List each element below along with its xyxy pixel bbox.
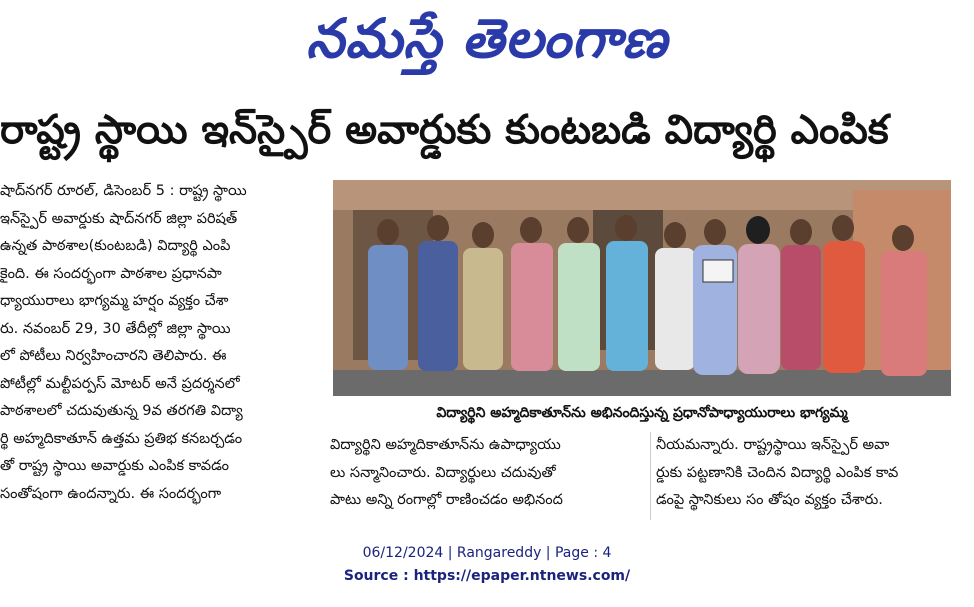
article-column-middle	[330, 432, 648, 515]
footer-date-edition: 06/12/2024 | Rangareddy | Page : 4	[362, 545, 612, 561]
footer-source: Source : https://epaper.ntnews.com/	[343, 568, 631, 584]
article-column-left	[0, 178, 318, 508]
article-line: విద్యార్థిని అహ్మదికాతూన్‌ను ఉపాధ్యాయు	[330, 437, 561, 453]
article-line: తో రాష్ట్ర స్థాయి అవార్డుకు ఎంపిక కావడం	[0, 458, 229, 474]
article-line: పాఠశాలలో చదువుతున్న 9వ తరగతి విద్యా	[0, 403, 243, 419]
article-line: షాద్‌నగర్ రూరల్, డిసెంబర్ 5 : రాష్ట్ర స్థాయి	[0, 183, 247, 199]
article-headline: రాష్ట్ర స్థాయి ఇన్‌స్పైర్ అవార్డుకు కుంటబడి విద్యార్థి ఎంపిక	[0, 107, 889, 153]
article-line: కైంది. ఈ సందర్భంగా పాఠశాల ప్రధానపా	[0, 265, 222, 282]
article-line: రు. నవంబర్ 29, 30 తేదీల్లో జిల్లా స్థాయి	[0, 320, 231, 337]
news-photo-illustration	[333, 180, 951, 396]
article-line: పాటు అన్ని రంగాల్లో రాణించడం అభినంద	[330, 492, 563, 508]
article-line: లో పోటీలు నిర్వహించారని తెలిపారు. ఈ	[0, 348, 227, 364]
article-line: ధ్యాయురాలు భాగ్యమ్మ హర్షం వ్యక్తం చేశా	[0, 293, 229, 309]
article-line: లు సన్మానించారు. విద్యార్థులు చదువుతో	[330, 464, 556, 481]
article-line: పోటీల్లో మల్టీపర్పస్ మోటర్ అనే ప్రదర్శనలో	[0, 375, 240, 392]
news-photo	[333, 180, 951, 396]
article-line: డంపై స్థానికులు సం తోషం వ్యక్తం చేశారు.	[656, 492, 883, 508]
article-line: ర్థి అహ్మదికాతూన్ ఉత్తమ ప్రతిభ కనబర్చడం	[0, 430, 243, 447]
article-line: ర్డుకు పట్టణానికి చెందిన విద్యార్థి ఎంపిక కావ	[656, 464, 899, 481]
photo-caption: విద్యార్థిని అహ్మదికాతూన్‌ను అభినందిస్తున్న ప్రధానోపాధ్యాయురాలు భాగ్యమ్మ	[436, 405, 848, 421]
article-line: సంతోషంగా ఉందన్నారు. ఈ సందర్భంగా	[0, 485, 222, 502]
article-column-right	[656, 432, 946, 515]
article-line: నీయమన్నారు. రాష్ట్రస్థాయి ఇన్‌స్పైర్ అవా	[656, 437, 890, 453]
column-divider	[650, 432, 651, 520]
newspaper-masthead: నమస్తే తెలంగాణ	[306, 7, 668, 70]
article-line: ఇన్‌స్పైర్ అవార్డుకు షాద్‌నగర్ జిల్లా పరిషత్	[0, 210, 238, 227]
article-line: ఉన్నత పాఠశాల(కుంటబడి) విద్యార్థి ఎంపి	[0, 238, 231, 254]
